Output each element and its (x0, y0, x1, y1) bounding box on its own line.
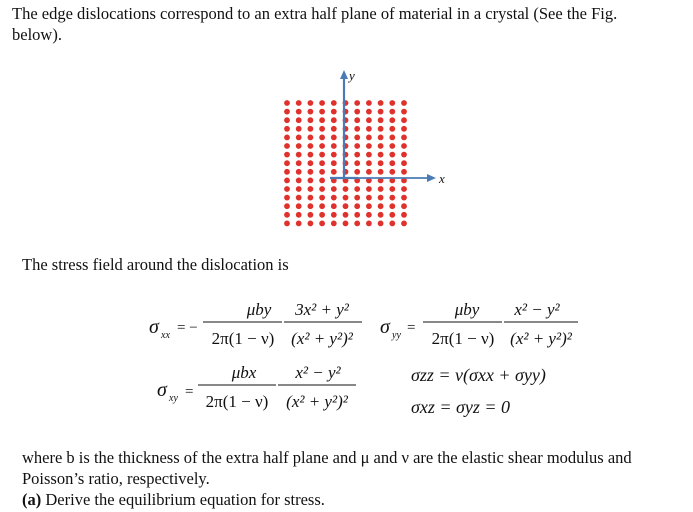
svg-text:2π(1 − ν): 2π(1 − ν) (431, 329, 495, 348)
part-a-question (22, 489, 325, 510)
stress-intro: The stress field around the dislocation is (22, 255, 289, 274)
closing-line-1: where b is the thickness of the extra half plane and μ and ν are the elastic shear modulus and (22, 448, 632, 467)
svg-text:2π(1 − ν): 2π(1 − ν) (211, 329, 275, 348)
svg-text:σ: σ (157, 379, 167, 401)
svg-text:(x² + y²)²: (x² + y²)² (286, 392, 348, 411)
svg-text:σ: σ (380, 316, 390, 338)
equation-sigma-zz: σzz = ν(σxx + σyy) (411, 365, 546, 385)
equation-sigma-yy (380, 300, 578, 348)
svg-text:2π(1 − ν): 2π(1 − ν) (205, 392, 269, 411)
svg-text:=: = (185, 384, 194, 400)
svg-text:μby: μby (454, 300, 480, 319)
equation-sigma-xy (157, 363, 356, 411)
equation-sigma-xx (149, 300, 362, 348)
closing-line-2: Poisson’s ratio, respectively. (22, 469, 210, 488)
svg-text:xy: xy (169, 393, 178, 404)
svg-text:= −: = − (177, 320, 198, 336)
svg-text:x² − y²: x² − y² (295, 363, 341, 382)
svg-text:3x² + y²: 3x² + y² (295, 300, 349, 319)
intro-line-1: The edge dislocations correspond to an extra half plane of material in a crystal (See the Fig. (12, 4, 618, 23)
svg-text:μby: μby (246, 300, 272, 319)
svg-text:xx: xx (161, 330, 170, 341)
svg-text:=: = (407, 320, 416, 336)
svg-text:μbx: μbx (231, 363, 257, 382)
intro-line-2: below). (12, 25, 62, 44)
part-a-label: (a) (22, 490, 42, 509)
part-a-text: Derive the equilibrium equation for stress. (41, 490, 325, 509)
equation-sigma-xz: σxz = σyz = 0 (411, 397, 511, 417)
svg-text:σ: σ (149, 316, 159, 338)
x-axis-label: x (439, 171, 445, 186)
y-axis-label: y (349, 68, 355, 83)
svg-text:(x² + y²)²: (x² + y²)² (510, 329, 572, 348)
svg-text:(x² + y²)²: (x² + y²)² (291, 329, 353, 348)
svg-text:x² − y²: x² − y² (514, 300, 560, 319)
svg-text:yy: yy (392, 330, 401, 341)
